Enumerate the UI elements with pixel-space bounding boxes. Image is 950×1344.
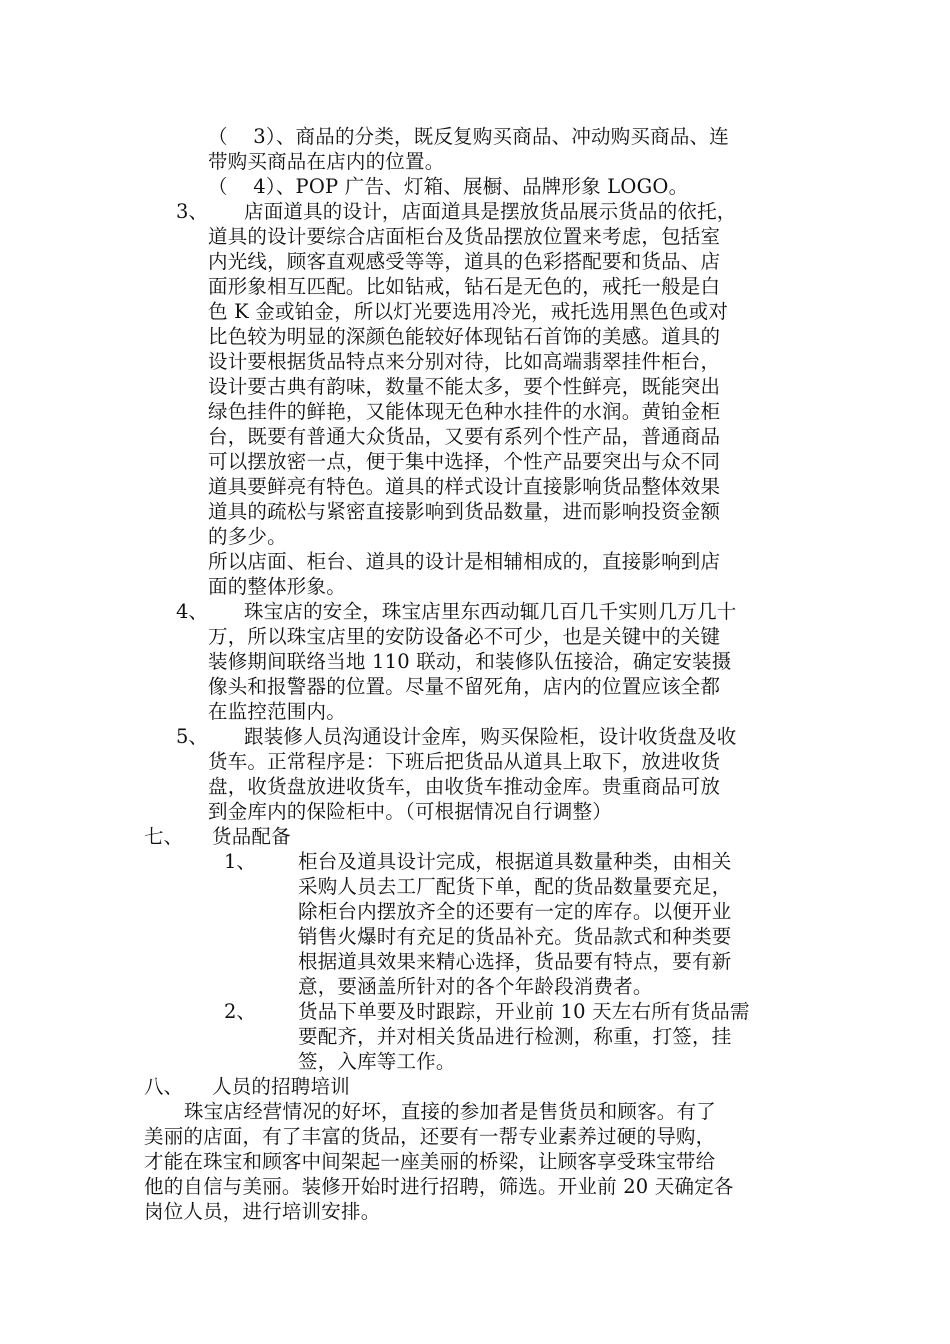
section-8-line-3: 才能在珠宝和顾客中间架起一座美丽的桥梁，让顾客享受珠宝带给 [144,1150,716,1173]
item-4-line-3: 装修期间联络当地 110 联动，和装修队伍接洽，确定安装摄 [208,650,732,673]
sub-item-3-line-2: 带购买商品在店内的位置。 [208,150,445,173]
item-5-line-4: 到金库内的保险柜中。（可根据情况自行调整） [208,800,612,823]
section-7-number: 七、 [144,825,184,848]
item-5-line-1: 跟装修人员沟通设计金库，购买保险柜，设计收货盘及收 [244,725,737,748]
section-7-item-1-line-1: 柜台及道具设计完成，根据道具数量种类，由相关 [298,850,732,873]
item-3-line-6: 比色较为明显的深颜色能较好体现钻石首饰的美感。道具的 [208,325,721,348]
item-4-line-1: 珠宝店的安全，珠宝店里东西动辄几百几千实则几万几十 [244,600,737,623]
section-7-item-2-line-1: 货品下单要及时跟踪，开业前 10 天左右所有货品需 [298,1000,750,1023]
section-7-item-1-number: 1、 [224,850,256,873]
sub-item-4-line-1: （ 4）、POP 广告、灯箱、展橱、品牌形象 LOGO。 [208,175,689,198]
item-3-line-15: 所以店面、柜台、道具的设计是相辅相成的，直接影响到店 [208,550,721,573]
item-3-number: 3、 [176,200,208,223]
item-3-line-9: 绿色挂件的鲜艳，又能体现无色种水挂件的水润。黄铂金柜 [208,400,721,423]
section-7-item-1-line-4: 销售火爆时有充足的货品补充。货品款式和种类要 [298,925,732,948]
sub-item-3-line-1: （ 3）、商品的分类，既反复购买商品、冲动购买商品、连 [208,125,729,148]
item-3-line-16: 面的整体形象。 [208,575,346,598]
item-4-line-2: 万，所以珠宝店里的安防设备必不可少，也是关键中的关键 [208,625,721,648]
item-4-line-4: 像头和报警器的位置。尽量不留死角，店内的位置应该全都 [208,675,721,698]
section-8-line-5: 岗位人员，进行培训安排。 [144,1200,381,1223]
section-7-item-2-line-3: 签，入库等工作。 [298,1050,456,1073]
item-3-line-13: 道具的疏松与紧密直接影响到货品数量，进而影响投资金额 [208,500,721,523]
section-7-title: 货品配备 [212,825,291,848]
section-7-item-2-number: 2、 [224,1000,256,1023]
section-7-item-1-line-5: 根据道具效果来精心选择，货品要有特点，要有新 [298,950,732,973]
item-3-line-10: 台，既要有普通大众货品，又要有系列个性产品，普通商品 [208,425,721,448]
item-5-line-3: 盘，收货盘放进收货车，由收货车推动金库。贵重商品可放 [208,775,721,798]
item-3-line-3: 内光线，顾客直观感受等等，道具的色彩搭配要和货品、店 [208,250,721,273]
item-3-line-11: 可以摆放密一点，便于集中选择，个性产品要突出与众不同 [208,450,721,473]
item-3-line-2: 道具的设计要综合店面柜台及货品摆放位置来考虑，包括室 [208,225,721,248]
item-4-number: 4、 [176,600,208,623]
section-8-line-4: 他的自信与美丽。装修开始时进行招聘，筛选。开业前 20 天确定各 [144,1175,734,1198]
section-8-line-2: 美丽的店面，有了丰富的货品，还要有一帮专业素养过硬的导购， [144,1125,716,1148]
item-3-line-8: 设计要古典有韵味，数量不能太多，要个性鲜亮，既能突出 [208,375,721,398]
section-7-item-2-line-2: 要配齐，并对相关货品进行检测，称重，打签，挂 [298,1025,732,1048]
item-3-line-7: 设计要根据货品特点来分别对待，比如高端翡翠挂件柜台， [208,350,721,373]
item-3-line-14: 的多少。 [208,525,287,548]
item-3-line-4: 面形象相互匹配。比如钻戒，钻石是无色的，戒托一般是白 [208,275,721,298]
section-7-item-1-line-3: 除柜台内摆放齐全的还要有一定的库存。以便开业 [298,900,732,923]
item-5-number: 5、 [176,725,208,748]
item-3-line-12: 道具要鲜亮有特色。道具的样式设计直接影响货品整体效果 [208,475,721,498]
item-5-line-2: 货车。正常程序是：下班后把货品从道具上取下，放进收货 [208,750,721,773]
section-8-line-1: 珠宝店经营情况的好坏，直接的参加者是售货员和顾客。有了 [184,1100,716,1123]
section-8-number: 八、 [144,1075,184,1098]
item-3-line-1: 店面道具的设计，店面道具是摆放货品展示货品的依托， [244,200,737,223]
section-8-title: 人员的招聘培训 [212,1075,350,1098]
item-3-line-5: 色 K 金或铂金，所以灯光要选用冷光，戒托选用黑色色或对 [208,300,729,323]
section-7-item-1-line-2: 采购人员去工厂配货下单，配的货品数量要充足， [298,875,732,898]
section-7-item-1-line-6: 意，要涵盖所针对的各个年龄段消费者。 [298,975,653,998]
item-4-line-5: 在监控范围内。 [208,700,346,723]
